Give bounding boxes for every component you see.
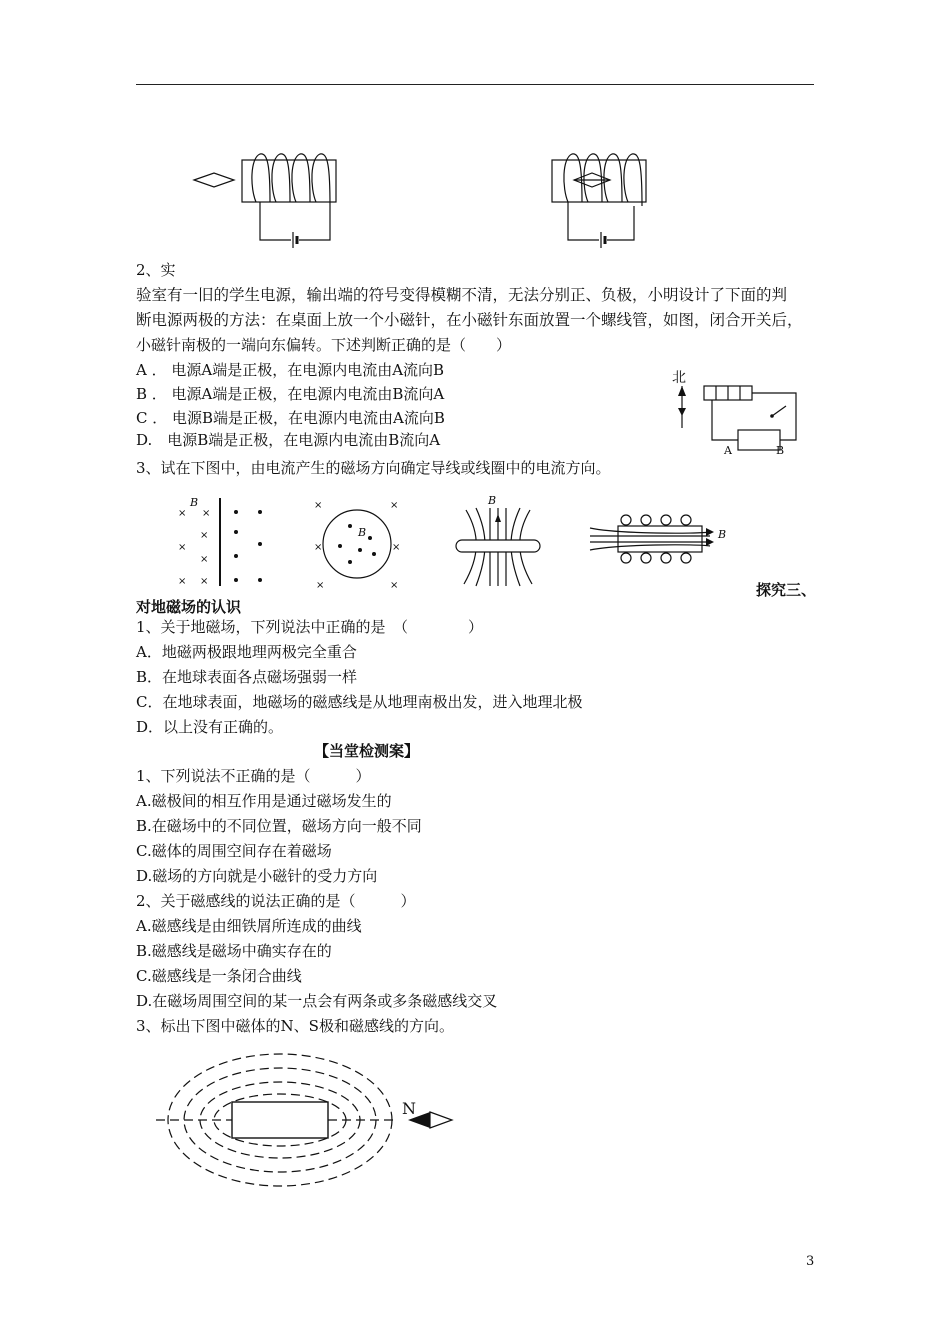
solenoid-figure-right	[548, 148, 668, 258]
terminal-b-label: B	[776, 444, 785, 457]
bar-magnet-field-figure	[150, 1046, 470, 1196]
check-title: 【当堂检测案】	[314, 742, 420, 760]
svg-text:×: ×	[200, 576, 209, 587]
svg-text:×: ×	[178, 576, 187, 587]
svg-text:×: ×	[392, 542, 401, 553]
check-q2-option-c: C.磁感线是一条闭合曲线	[136, 967, 302, 985]
page-number: 3	[806, 1254, 815, 1269]
check-q1-option-b: B.在磁场中的不同位置，磁场方向一般不同	[136, 817, 422, 835]
q2-number: 2、实	[136, 261, 176, 279]
svg-text:×: ×	[314, 542, 323, 553]
ring-field-lines-figure	[448, 494, 548, 590]
solenoid-figure-left	[190, 148, 350, 258]
svg-text:B: B	[718, 528, 727, 541]
svg-text:×: ×	[390, 500, 399, 511]
svg-text:×: ×	[314, 500, 323, 511]
svg-text:×: ×	[316, 580, 325, 591]
north-label: 北	[672, 370, 686, 386]
svg-text:B: B	[488, 494, 497, 507]
check-q2-option-a: A.磁感线是由细铁屑所连成的曲线	[136, 917, 362, 935]
circular-loop-field-figure	[312, 494, 402, 590]
check-q1-option-d: D.磁场的方向就是小磁针的受力方向	[136, 867, 378, 885]
svg-text:×: ×	[390, 580, 399, 591]
compass-solenoid-circuit	[668, 368, 808, 458]
q2-option-a: A ． 电源A端是正极，在电源内电流由A流向B	[136, 361, 445, 379]
check-q1-option-c: C.磁体的周围空间存在着磁场	[136, 842, 332, 860]
explore3-option-c: C．在地球表面，地磁场的磁感线是从地理南极出发，进入地理北极	[136, 693, 583, 711]
q2-line-2: 断电源两极的方法：在桌面上放一个小磁针，在小磁针东面放置一个螺线管，如图，闭合开关后，	[136, 311, 803, 329]
header-rule	[136, 84, 814, 85]
check-q1: 1、下列说法不正确的是（ ）	[136, 767, 371, 785]
svg-text:×: ×	[202, 508, 211, 519]
check-q1-option-a: A.磁极间的相互作用是通过磁场发生的	[136, 792, 392, 810]
check-q2-option-d: D.在磁场周围空间的某一点会有两条或多条磁感线交叉	[136, 992, 498, 1010]
q2-option-d: D. 电源B端是正极，在电源内电流由B流向A	[136, 431, 441, 449]
terminal-a-label: A	[724, 444, 732, 457]
svg-text:×: ×	[178, 508, 187, 519]
q2-line-1: 验室有一旧的学生电源，输出端的符号变得模糊不清，无法分别正、负极，小明设计了下面的判	[136, 286, 788, 304]
svg-text:×: ×	[178, 542, 187, 553]
check-q3: 3、标出下图中磁体的N、S极和磁感线的方向。	[136, 1017, 454, 1035]
needle-n-label: N	[402, 1099, 416, 1118]
q2-option-b: B ． 电源A端是正极，在电源内电流由B流向A	[136, 385, 445, 403]
explore3-option-d: D．以上没有正确的。	[136, 718, 284, 736]
svg-text:×: ×	[200, 530, 209, 541]
straight-wire-field-figure	[170, 494, 270, 590]
svg-text:B: B	[358, 526, 367, 539]
q2-line-3: 小磁针南极的一端向东偏转。下述判断正确的是（ ）	[136, 336, 512, 354]
q2-option-c: C ． 电源B端是正极，在电源内电流由A流向B	[136, 409, 445, 427]
check-q2-option-b: B.磁感线是磁场中确实存在的	[136, 942, 332, 960]
explore3-title-part1: 探究三、	[756, 581, 817, 599]
explore3-q1: 1、关于地磁场，下列说法中正确的是 （ ）	[136, 618, 484, 636]
explore3-option-b: B．在地球表面各点磁场强弱一样	[136, 668, 358, 686]
explore3-option-a: A．地磁两极跟地理两极完全重合	[136, 643, 357, 661]
check-q2: 2、关于磁感线的说法正确的是（ ）	[136, 892, 416, 910]
q3-text: 3、试在下图中，由电流产生的磁场方向确定导线或线圈中的电流方向。	[136, 459, 611, 477]
explore3-title-part2: 对地磁场的认识	[136, 598, 242, 616]
svg-text:B: B	[190, 496, 199, 509]
solenoid-field-lines-figure	[588, 508, 738, 568]
svg-text:×: ×	[200, 554, 209, 565]
